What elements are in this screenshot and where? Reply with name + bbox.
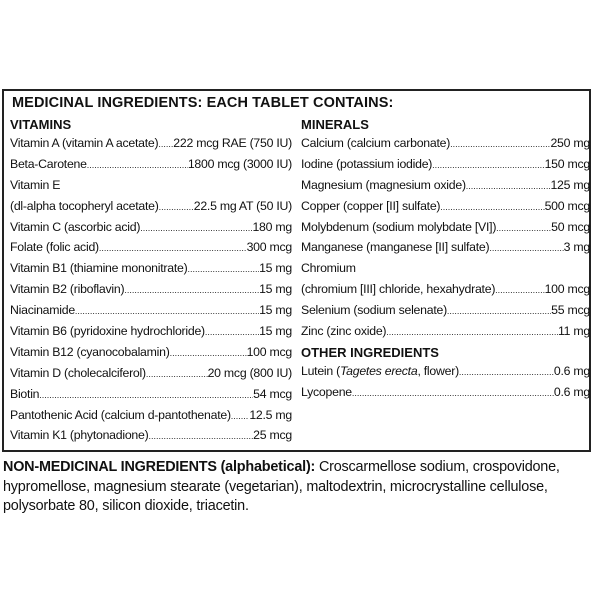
- ingredient-row: [10, 196, 292, 217]
- ingredient-amount: 54 mcg: [253, 386, 292, 401]
- leader-dots: [386, 322, 558, 343]
- ingredient-name: Vitamin B2 (riboflavin): [10, 282, 125, 297]
- ingredient-name: Lutein (Tagetes erecta, flower): [301, 363, 459, 378]
- ingredient-name: Calcium (calcium carbonate): [301, 136, 451, 150]
- ingredient-name: Vitamin B12 (cyanocobalamin): [10, 344, 170, 359]
- ingredient-row: [10, 342, 292, 363]
- ingredient-name: Beta-Carotene: [10, 156, 87, 171]
- leader-dots: [450, 134, 550, 155]
- ingredient-amount: 125 mg: [550, 177, 590, 192]
- ingredient-amount: 55 mcg: [551, 303, 590, 318]
- ingredient-row: [301, 279, 590, 300]
- minerals-list: [301, 133, 590, 342]
- ingredient-row: [10, 425, 292, 446]
- ingredient-name: Lycopene: [301, 384, 352, 399]
- ingredient-amount: 20 mcg (800 IU): [207, 365, 292, 380]
- ingredient-row: [10, 363, 292, 384]
- ingredient-name: Chromium: [301, 261, 356, 276]
- minerals-heading: MINERALS: [301, 117, 369, 132]
- ingredient-name: Folate (folic acid): [10, 240, 99, 255]
- leader-dots: [158, 134, 173, 155]
- ingredient-row: [10, 300, 292, 321]
- ingredient-amount: 11 mg: [557, 324, 590, 339]
- ingredient-row: [301, 237, 590, 258]
- vitamins-list: [10, 133, 292, 446]
- ingredient-row: [10, 279, 292, 300]
- leader-dots: [148, 426, 253, 447]
- non-medicinal-ingredients: [3, 458, 595, 517]
- leader-dots: [459, 362, 554, 383]
- leader-dots: [159, 197, 194, 218]
- non-medicinal-label: NON-MEDICINAL INGREDIENTS (alphabetical):: [3, 459, 316, 475]
- leader-dots: [447, 301, 551, 322]
- ingredient-name: Manganese (manganese [II] sulfate): [301, 240, 490, 255]
- leader-dots: [432, 155, 544, 176]
- ingredient-name: Copper (copper [II] sulfate): [301, 198, 441, 213]
- leader-dots: [39, 385, 253, 406]
- leader-dots: [187, 259, 259, 280]
- ingredient-row: [10, 133, 292, 154]
- ingredient-name: (chromium [III] chloride, hexahydrate): [301, 282, 496, 297]
- ingredient-name: Selenium (sodium selenate): [301, 303, 447, 318]
- ingredient-amount: 0.6 mg: [553, 363, 590, 378]
- ingredient-name: Niacinamide: [10, 303, 75, 318]
- vitamins-column: [10, 116, 292, 446]
- ingredient-amount: 150 mcg: [544, 156, 590, 171]
- ingredient-row: [301, 300, 590, 321]
- ingredient-amount: 15 mg: [259, 324, 292, 339]
- leader-dots: [146, 364, 208, 385]
- ingredient-name: Molybdenum (sodium molybdate [VI]): [301, 219, 497, 234]
- leader-dots: [140, 218, 252, 239]
- ingredient-amount: 300 mcg: [246, 240, 292, 255]
- leader-dots: [231, 406, 250, 427]
- ingredient-row: [301, 154, 590, 175]
- ingredient-row: [10, 237, 292, 258]
- ingredient-row: [301, 175, 590, 196]
- ingredient-name: Magnesium (magnesium oxide): [301, 177, 466, 192]
- ingredient-row: [301, 217, 590, 238]
- ingredient-row: [301, 258, 590, 279]
- ingredient-name: Vitamin D (cholecalciferol): [10, 365, 146, 380]
- ingredient-amount: 100 mcg: [246, 344, 292, 359]
- leader-dots: [352, 383, 554, 404]
- ingredient-amount: 0.6 mg: [553, 384, 590, 399]
- leader-dots: [75, 301, 259, 322]
- leader-dots: [205, 322, 259, 343]
- ingredient-name: Vitamin E: [10, 177, 61, 192]
- leader-dots: [124, 280, 259, 301]
- ingredient-amount: 15 mg: [259, 282, 292, 297]
- leader-dots: [170, 343, 247, 364]
- ingredient-amount: 25 mcg: [253, 428, 292, 443]
- ingredient-amount: 15 mg: [259, 261, 292, 276]
- ingredient-amount: 22.5 mg AT (50 IU): [193, 198, 292, 213]
- ingredient-row: [10, 384, 292, 405]
- non-medicinal-text: Croscarmellose sodium, crospovidone, hypromellose, magnesium stearate (vegetarian), maltodextrin, microcrystalline cellulose, polysorbate 80, silicon dioxide, triacetin.: [3, 459, 560, 514]
- ingredient-name: Vitamin B1 (thiamine mononitrate): [10, 261, 188, 276]
- ingredient-row: [10, 405, 292, 426]
- other-ingredients-heading: OTHER INGREDIENTS: [301, 344, 439, 360]
- ingredient-amount: 50 mcg: [551, 219, 590, 234]
- ingredient-name: Pantothenic Acid (calcium d-pantothenate): [10, 407, 231, 422]
- ingredient-amount: 500 mcg: [544, 198, 590, 213]
- ingredient-row: [10, 258, 292, 279]
- ingredient-amount: 180 mg: [252, 219, 292, 234]
- leader-dots: [99, 238, 247, 259]
- ingredient-amount: 15 mg: [259, 303, 292, 318]
- ingredient-row: [10, 175, 292, 196]
- ingredient-row: [10, 321, 292, 342]
- ingredient-amount: 100 mcg: [544, 282, 590, 297]
- ingredient-name: (dl-alpha tocopheryl acetate): [10, 198, 159, 213]
- leader-dots: [466, 176, 551, 197]
- lutein-row: [301, 361, 590, 382]
- ingredient-name: Vitamin B6 (pyridoxine hydrochloride): [10, 324, 205, 339]
- ingredient-row: [301, 133, 590, 154]
- minerals-column: [301, 116, 590, 403]
- ingredient-amount: 12.5 mg: [249, 407, 292, 422]
- ingredient-amount: 3 mg: [563, 240, 590, 255]
- ingredient-amount: 1800 mcg (3000 IU): [187, 156, 292, 171]
- ingredient-name: Vitamin A (vitamin A acetate): [10, 136, 159, 150]
- ingredient-name: Biotin: [10, 386, 40, 401]
- medicinal-ingredients-panel: [2, 89, 591, 452]
- ingredient-name: Zinc (zinc oxide): [301, 324, 387, 339]
- ingredient-name: Vitamin K1 (phytonadione): [10, 428, 149, 443]
- ingredient-row: [10, 217, 292, 238]
- ingredient-row: [10, 154, 292, 175]
- panel-title: MEDICINAL INGREDIENTS: EACH TABLET CONTAINS:: [12, 95, 394, 111]
- ingredient-name: Iodine (potassium iodide): [301, 156, 433, 171]
- ingredient-row: [301, 321, 590, 342]
- leader-dots: [440, 197, 544, 218]
- ingredient-row: [301, 196, 590, 217]
- ingredient-name: Vitamin C (ascorbic acid): [10, 219, 141, 234]
- vitamins-heading: VITAMINS: [10, 117, 72, 132]
- leader-dots: [87, 155, 188, 176]
- leader-dots: [496, 218, 551, 239]
- lycopene-row: [301, 382, 590, 403]
- leader-dots: [495, 280, 544, 301]
- leader-dots: [489, 238, 563, 259]
- ingredient-amount: 222 mcg RAE (750 IU): [173, 136, 292, 150]
- ingredient-amount: 250 mg: [550, 136, 590, 150]
